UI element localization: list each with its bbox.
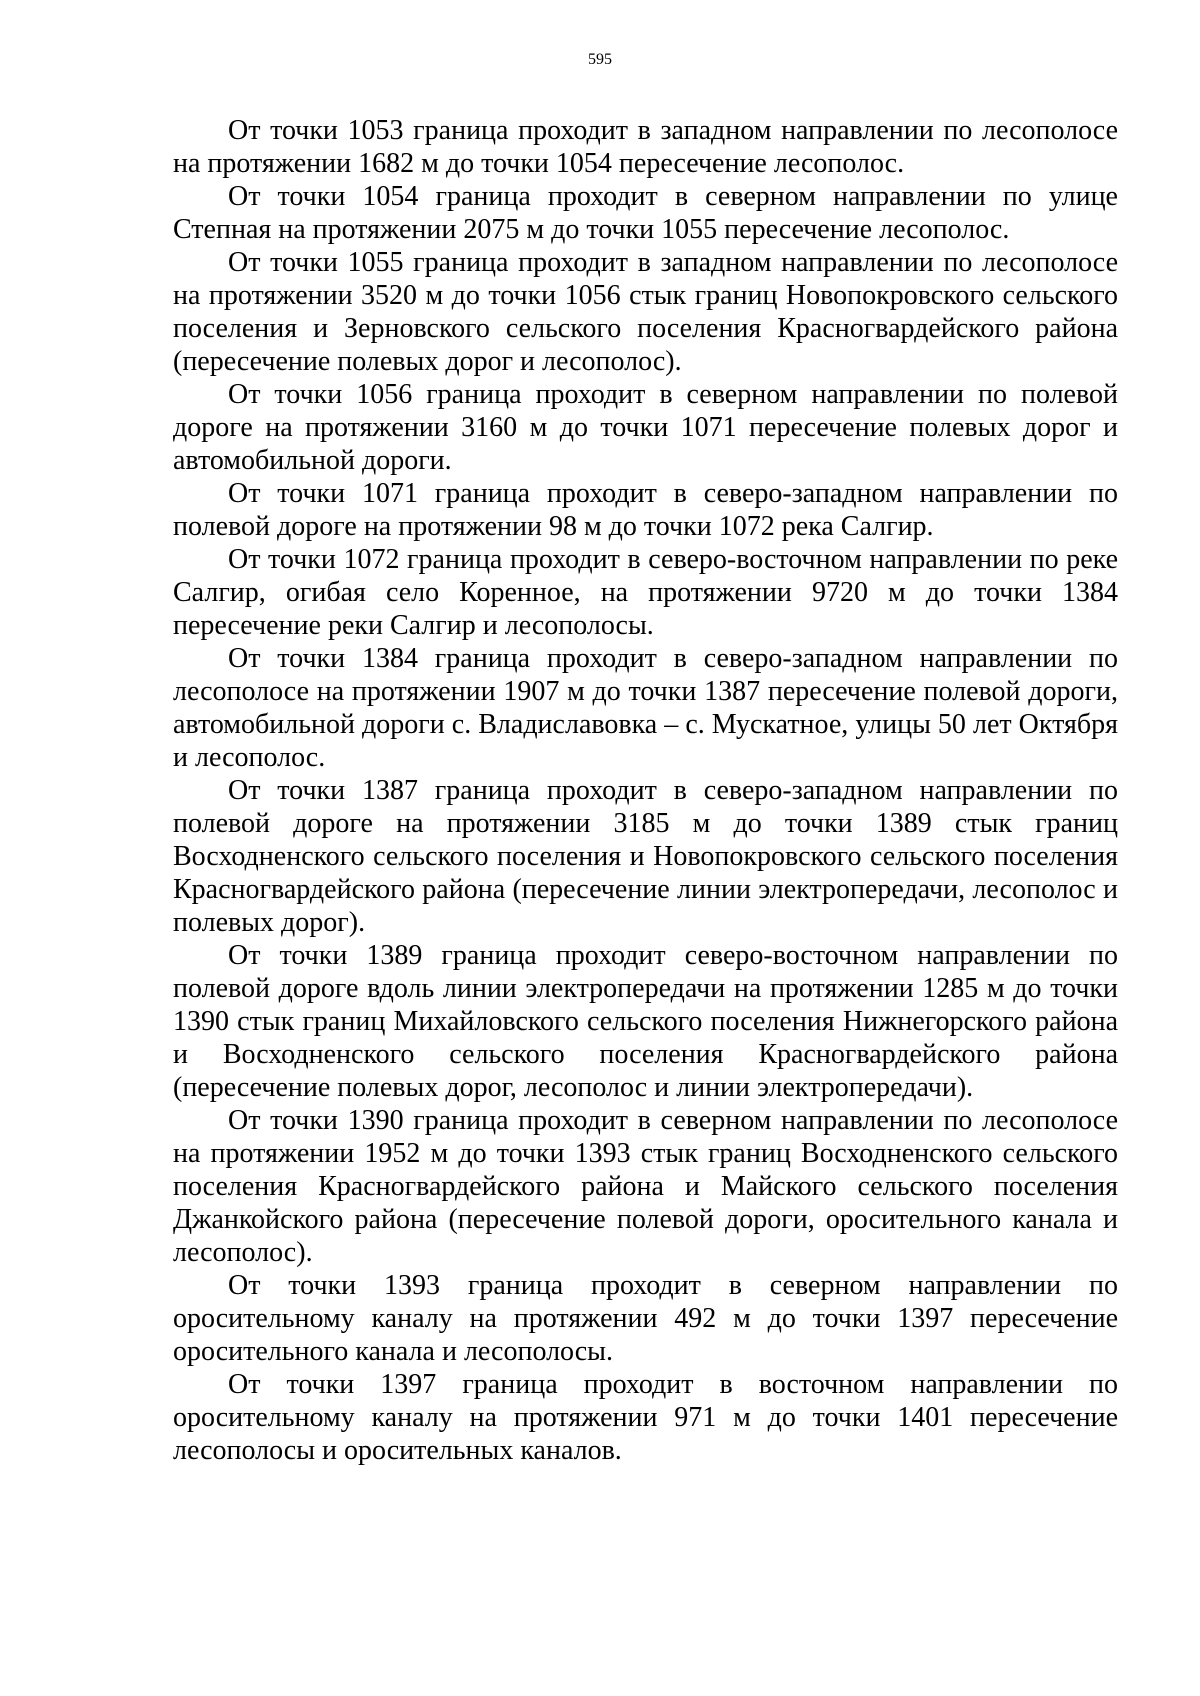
paragraph-1390: От точки 1390 граница проходит в северном направлении по лесополосе на протяжении 1952 м до точки 1393 стык границ Восходненского сельского поселения Красногвардейского района и Майского сельского поселения Джанкойского района (пересечение полевой дороги, оросительного канала и лесополос). [173,1105,1118,1268]
paragraph-1393: От точки 1393 граница проходит в северном направлении по оросительному каналу на протяжении 492 м до точки 1397 пересечение оросительного канала и лесополосы. [173,1270,1118,1367]
paragraph-1053: От точки 1053 граница проходит в западном направлении по лесополосе на протяжении 1682 м до точки 1054 пересечение лесополос. [173,115,1118,179]
paragraph-1056: От точки 1056 граница проходит в северном направлении по полевой дороге на протяжении 3160 м до точки 1071 пересечение полевых дорог и автомобильной дороги. [173,379,1118,476]
paragraph-1397: От точки 1397 граница проходит в восточном направлении по оросительному каналу на протяжении 971 м до точки 1401 пересечение лесополосы и оросительных каналов. [173,1369,1118,1466]
paragraph-1071: От точки 1071 граница проходит в северо-западном направлении по полевой дороге на протяжении 98 м до точки 1072 река Салгир. [173,478,1118,542]
paragraph-1384: От точки 1384 граница проходит в северо-западном направлении по лесополосе на протяжении 1907 м до точки 1387 пересечение полевой дороги, автомобильной дороги с. Владиславовка – с. Мускатное, улицы 50 лет Октября и лесополос. [173,643,1118,773]
page-number: 595 [588,51,612,68]
paragraph-1389: От точки 1389 граница проходит северо-восточном направлении по полевой дороге вдоль линии электропередачи на протяжении 1285 м до точки 1390 стык границ Михайловского сельского поселения Нижнегорского района и Восходненского сельского поселения Красногвардейского района (пересечение полевых дорог, лесополос и линии электропередачи). [173,940,1118,1103]
document-body [173,114,1118,1467]
paragraph-1054: От точки 1054 граница проходит в северном направлении по улице Степная на протяжении 2075 м до точки 1055 пересечение лесополос. [173,181,1118,245]
paragraph-1387: От точки 1387 граница проходит в северо-западном направлении по полевой дороге на протяжении 3185 м до точки 1389 стык границ Восходненского сельского поселения и Новопокровского сельского поселения Красногвардейского района (пересечение линии электропередачи, лесополос и полевых дорог). [173,775,1118,938]
paragraph-1072: От точки 1072 граница проходит в северо-восточном направлении по реке Салгир, огибая село Коренное, на протяжении 9720 м до точки 1384 пересечение реки Салгир и лесополосы. [173,544,1118,641]
paragraph-1055: От точки 1055 граница проходит в западном направлении по лесополосе на протяжении 3520 м до точки 1056 стык границ Новопокровского сельского поселения и Зерновского сельского поселения Красногвардейского района (пересечение полевых дорог и лесополос). [173,247,1118,377]
